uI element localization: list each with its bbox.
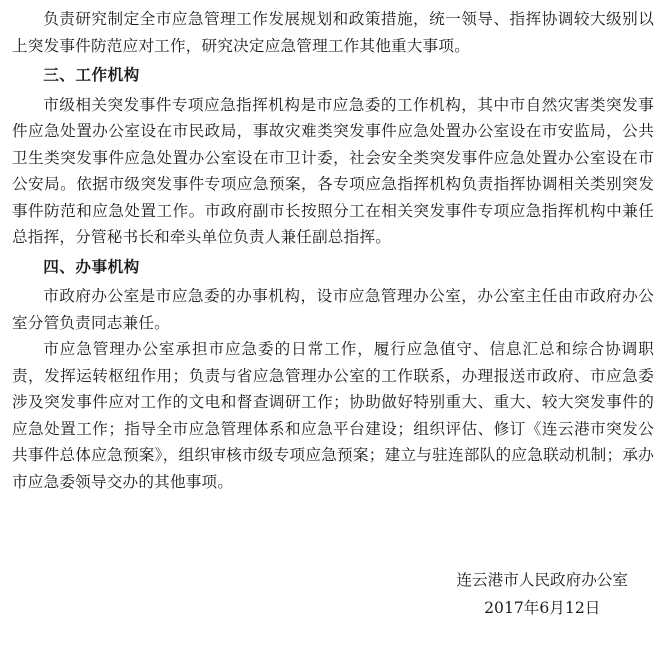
document-body <box>12 6 654 495</box>
section-heading-work-agencies: 三、工作机构 <box>43 65 140 84</box>
signature-block <box>456 566 628 622</box>
paragraph-office-agency: 市政府办公室是市应急委的办事机构，设市应急管理办公室，办公室主任由市政府办公室分管负责同志兼任。 <box>12 287 654 332</box>
paragraph-work-agencies: 市级相关突发事件专项应急指挥机构是市应急委的工作机构，其中市自然灾害类突发事件应急处置办公室设在市民政局，事故灾难类突发事件应急处置办公室设在市安监局，公共卫生类突发事件应急处置办公室设在市卫计委，社会安全类突发事件应急处置办公室设在市公安局。依据市级突发事件专项应急预案，各专项应急指挥机构负责指挥协调相关类别突发事件防范和应急处置工作。市政府副市长按照分工在相关突发事件专项应急指挥机构中兼任总指挥，分管秘书长和牵头单位负责人兼任副总指挥。 <box>12 95 654 246</box>
paragraph-responsibilities: 负责研究制定全市应急管理工作发展规划和政策措施，统一领导、指挥协调较大级别以上突发事件防范应对工作，研究决定应急管理工作其他重大事项。 <box>12 10 654 55</box>
section-heading-office-agencies: 四、办事机构 <box>43 256 140 276</box>
paragraph-office-duties: 市应急管理办公室承担市应急委的日常工作，履行应急值守、信息汇总和综合协调职责，发挥运转枢纽作用；负责与省应急管理办公室的工作联系，办理报送市政府、市应急委涉及突发事件应对工作的文电和督查调研工作；协助做好特别重大、重大、较大突发事件的应急处置工作；指导全市应急管理体系和应急平台建设；组织评估、修订《连云港市突发公共事件总体应急预案》，组织审核市级专项应急预案；建立与驻连部队的应急联动机制；承办市应急委领导交办的其他事项。 <box>12 340 654 491</box>
signature-date: 2017年6月12日 <box>484 599 601 617</box>
signature-organization: 连云港市人民政府办公室 <box>456 571 628 589</box>
